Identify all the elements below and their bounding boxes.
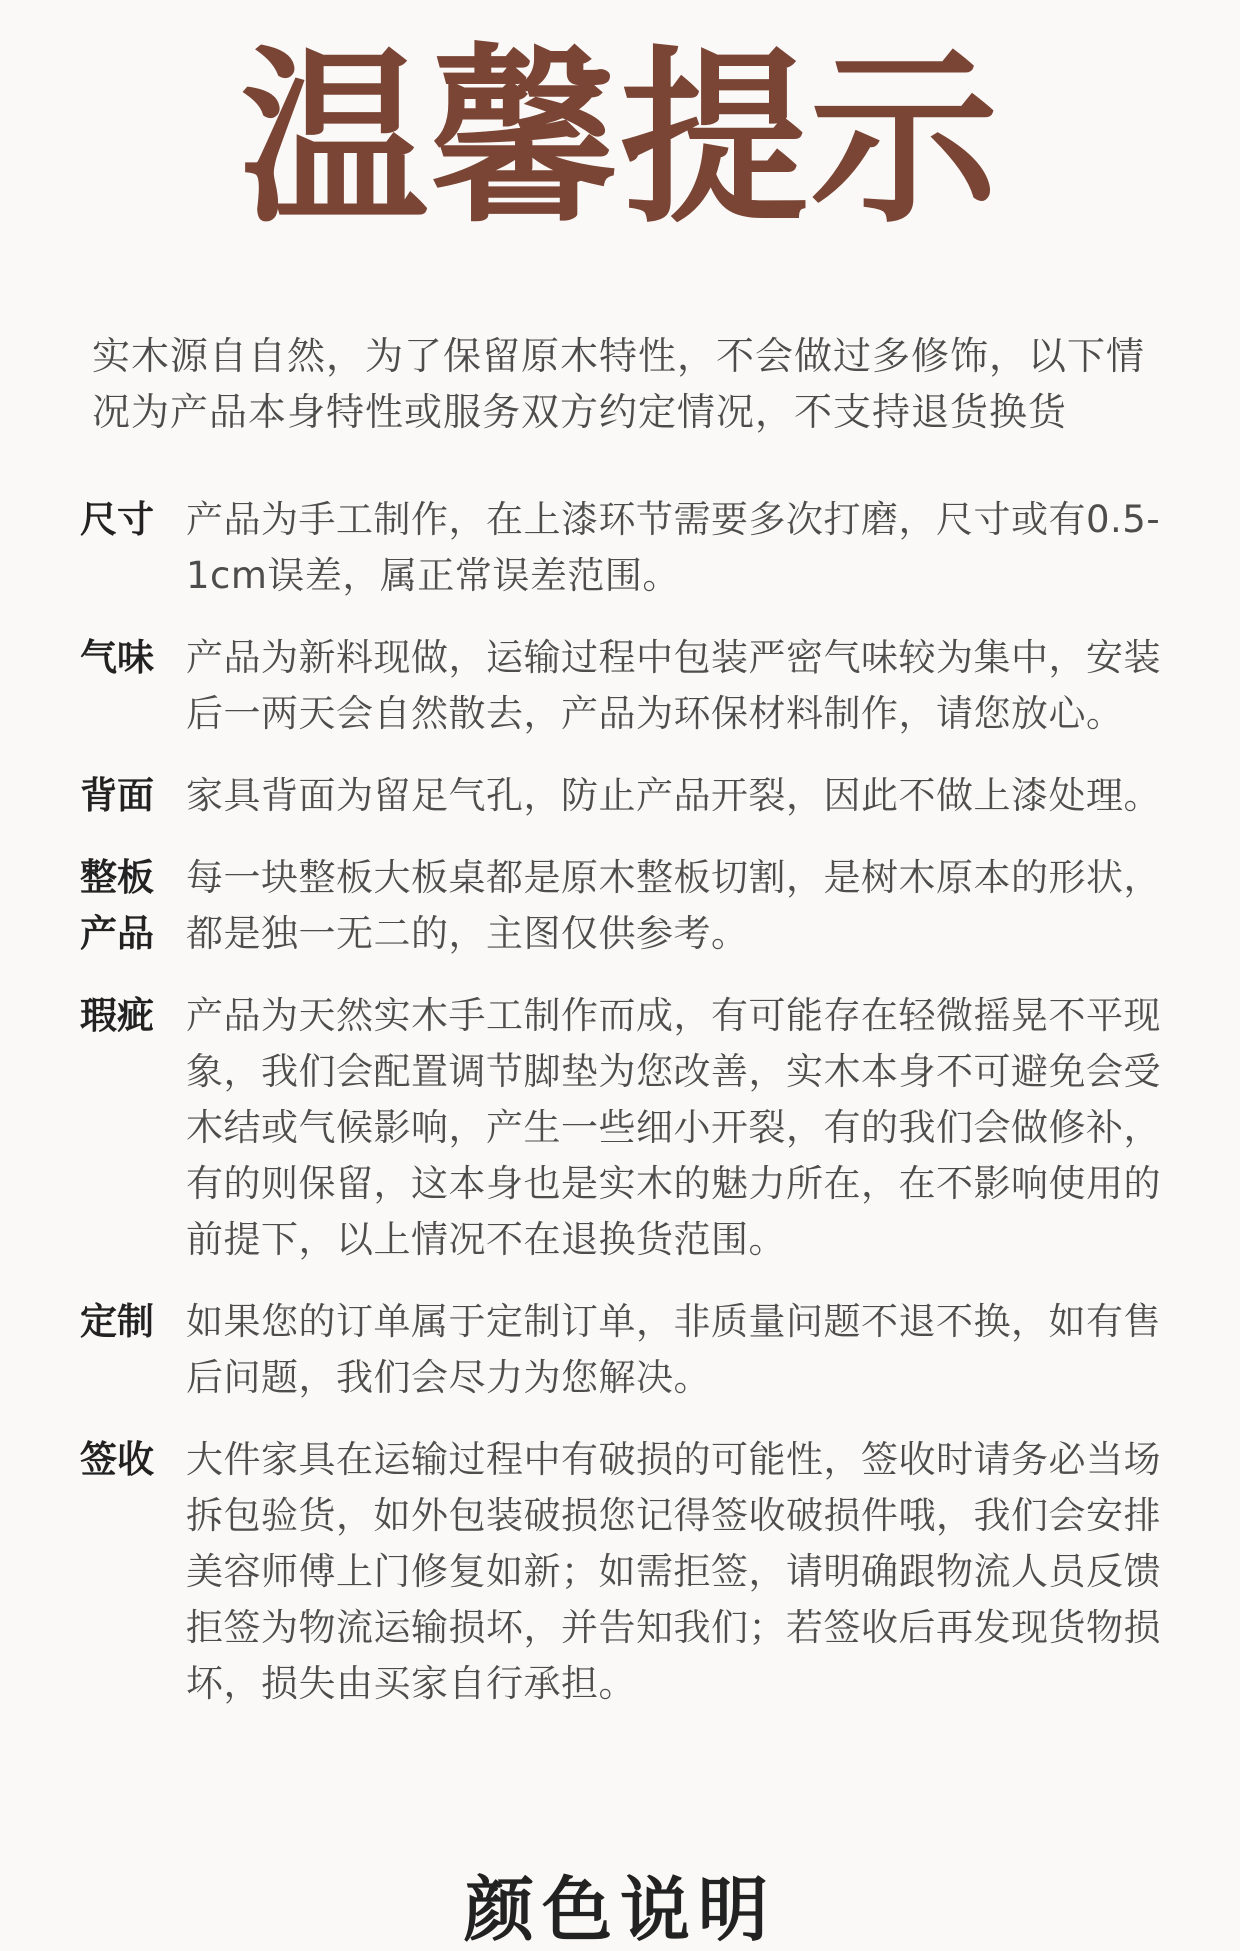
note-label: 瑕疵 — [80, 994, 154, 1037]
note-text: 产品为手工制作，在上漆环节需要多次打磨，尺寸或有0.5-1cm误差，属正常误差范围。 — [186, 498, 1161, 597]
next-section-title: 颜色说明 — [464, 1869, 776, 1951]
note-item-flaws — [80, 988, 1170, 1268]
note-label: 背面 — [80, 774, 154, 817]
note-label: 整板 产品 — [80, 856, 154, 955]
note-item-custom — [80, 1294, 1170, 1406]
notes-list — [80, 492, 1170, 1738]
intro-paragraph: 实木源自自然，为了保留原木特性，不会做过多修饰，以下情况为产品本身特性或服务双方约定情况，不支持退货换货 — [92, 334, 1146, 434]
note-item-back — [80, 768, 1170, 824]
note-text: 大件家具在运输过程中有破损的可能性，签收时请务必当场拆包验货，如外包装破损您记得签收破损件哦，我们会安排美容师傅上门修复如新；如需拒签，请明确跟物流人员反馈拒签为物流运输损坏，并告知我们；若签收后再发现货物损坏，损失由买家自行承担。 — [186, 1438, 1161, 1705]
note-item-delivery — [80, 1432, 1170, 1712]
note-label: 尺寸 — [80, 498, 154, 541]
note-label: 签收 — [80, 1438, 154, 1481]
note-text: 家具背面为留足气孔，防止产品开裂，因此不做上漆处理。 — [186, 774, 1161, 817]
note-text: 产品为新料现做，运输过程中包装严密气味较为集中，安装后一两天会自然散去，产品为环保材料制作，请您放心。 — [186, 636, 1161, 735]
note-label: 定制 — [80, 1300, 154, 1343]
note-label: 气味 — [80, 636, 154, 679]
note-item-slab-product — [80, 850, 1170, 962]
note-item-smell — [80, 630, 1170, 742]
note-text: 产品为天然实木手工制作而成，有可能存在轻微摇晃不平现象，我们会配置调节脚垫为您改善，实木本身不可避免会受木结或气候影响，产生一些细小开裂，有的我们会做修补，有的则保留，这本身也是实木的魅力所在，在不影响使用的前提下，以上情况不在退换货范围。 — [186, 994, 1161, 1261]
note-text: 每一块整板大板桌都是原木整板切割，是树木原本的形状，都是独一无二的，主图仅供参考。 — [186, 856, 1161, 955]
note-item-size — [80, 492, 1170, 604]
note-text: 如果您的订单属于定制订单，非质量问题不退不换，如有售后问题，我们会尽力为您解决。 — [186, 1300, 1161, 1399]
page-title: 温馨提示 — [240, 30, 1000, 249]
